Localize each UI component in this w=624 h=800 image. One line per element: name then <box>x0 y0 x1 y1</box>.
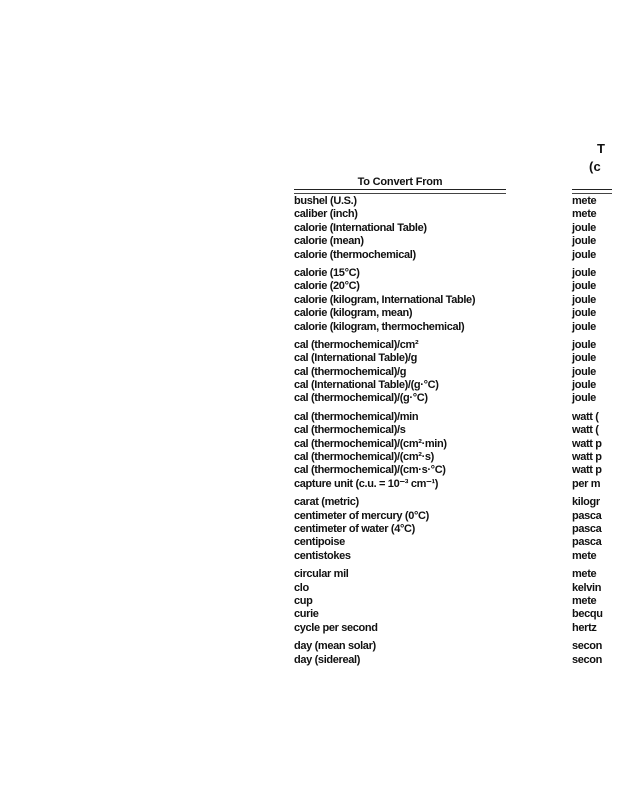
convert-to-cell: watt ( <box>572 410 599 423</box>
convert-to-cell: mete <box>572 208 597 221</box>
convert-to-cell: becqu <box>572 608 603 621</box>
table-row <box>294 339 624 352</box>
convert-to-cell: mete <box>572 568 597 581</box>
convert-to-cell: joule <box>572 293 596 306</box>
convert-to-cell: joule <box>572 338 596 351</box>
convert-to-cell: watt p <box>572 464 602 477</box>
conversion-table <box>294 195 624 672</box>
convert-from-cell: centimeter of water (4°C) <box>294 522 415 535</box>
convert-to-cell: secon <box>572 653 603 666</box>
table-row <box>294 510 624 523</box>
convert-from-cell: calorie (kilogram, mean) <box>294 307 413 320</box>
table-row <box>294 352 624 365</box>
convert-from-cell: cup <box>294 594 313 607</box>
convert-from-cell: circular mil <box>294 568 349 581</box>
convert-to-cell: joule <box>572 266 596 279</box>
table-row <box>294 464 624 477</box>
convert-from-cell: day (mean solar) <box>294 640 376 653</box>
convert-to-cell: joule <box>572 248 596 261</box>
table-row <box>294 496 624 509</box>
table-row <box>294 640 624 653</box>
convert-to-cell: pasca <box>572 536 602 549</box>
convert-to-cell: kilogr <box>572 496 600 509</box>
convert-from-cell: calorie (International Table) <box>294 221 427 234</box>
convert-from-cell: capture unit (c.u. = 10⁻³ cm⁻¹) <box>294 477 439 490</box>
convert-from-cell: calorie (kilogram, thermochemical) <box>294 320 465 333</box>
header-underline <box>294 193 506 194</box>
table-row <box>294 235 624 248</box>
convert-from-cell: centimeter of mercury (0°C) <box>294 509 429 522</box>
table-row <box>294 249 624 262</box>
table-row <box>294 424 624 437</box>
table-row <box>294 654 624 667</box>
row-group <box>294 195 624 262</box>
table-row <box>294 622 624 635</box>
convert-from-cell: clo <box>294 581 309 594</box>
convert-to-cell: joule <box>572 379 596 392</box>
convert-to-cell: per m <box>572 477 601 490</box>
convert-from-cell: carat (metric) <box>294 496 359 509</box>
convert-from-cell: calorie (15°C) <box>294 266 360 279</box>
convert-from-cell: caliber (inch) <box>294 208 358 221</box>
row-group <box>294 496 624 563</box>
row-group <box>294 640 624 667</box>
table-row <box>294 321 624 334</box>
convert-to-cell: hertz <box>572 621 597 634</box>
convert-from-cell: day (sidereal) <box>294 653 361 666</box>
header-underline-right <box>572 193 612 194</box>
convert-to-cell: joule <box>572 352 596 365</box>
convert-from-cell: cal (thermochemical)/min <box>294 410 419 423</box>
convert-to-cell: watt ( <box>572 424 599 437</box>
table-row <box>294 208 624 221</box>
convert-from-cell: calorie (thermochemical) <box>294 248 416 261</box>
convert-from-cell: cal (thermochemical)/(cm²·s) <box>294 451 434 464</box>
convert-from-cell: cal (thermochemical)/(cm·s·°C) <box>294 464 446 477</box>
convert-to-cell: kelvin <box>572 581 602 594</box>
convert-from-cell: cal (International Table)/g <box>294 352 417 365</box>
table-row <box>294 267 624 280</box>
table-row <box>294 379 624 392</box>
convert-from-cell: bushel (U.S.) <box>294 195 357 207</box>
table-row <box>294 294 624 307</box>
table-row <box>294 568 624 581</box>
convert-to-cell: watt p <box>572 437 602 450</box>
convert-from-cell: cal (thermochemical)/(g·°C) <box>294 392 428 405</box>
convert-to-cell: joule <box>572 235 596 248</box>
convert-to-cell: pasca <box>572 522 602 535</box>
convert-from-cell: curie <box>294 608 319 621</box>
table-row <box>294 392 624 405</box>
convert-from-cell: calorie (20°C) <box>294 280 360 293</box>
table-row <box>294 451 624 464</box>
convert-to-cell: watt p <box>572 451 602 464</box>
convert-from-cell: centistokes <box>294 549 351 562</box>
convert-from-cell: cal (thermochemical)/cm² <box>294 338 419 351</box>
convert-to-cell: secon <box>572 640 603 653</box>
convert-to-cell: joule <box>572 320 596 333</box>
column-header-to-convert-from: To Convert From <box>357 176 443 188</box>
row-group <box>294 339 624 406</box>
table-row <box>294 550 624 563</box>
convert-to-cell: mete <box>572 195 597 207</box>
convert-to-cell: joule <box>572 221 596 234</box>
convert-to-cell: joule <box>572 280 596 293</box>
convert-to-cell: joule <box>572 392 596 405</box>
row-group <box>294 568 624 635</box>
table-row <box>294 195 624 208</box>
table-subtitle-fragment: (c <box>589 159 601 174</box>
row-group <box>294 411 624 491</box>
table-row <box>294 366 624 379</box>
header-rule <box>294 189 506 190</box>
table-row <box>294 411 624 424</box>
convert-from-cell: centipoise <box>294 536 345 549</box>
table-row <box>294 222 624 235</box>
table-row <box>294 536 624 549</box>
table-title-fragment: T <box>597 141 606 156</box>
convert-from-cell: cal (International Table)/(g·°C) <box>294 379 439 392</box>
header-rule-right <box>572 189 612 190</box>
convert-from-cell: cal (thermochemical)/(cm²·min) <box>294 437 447 450</box>
convert-from-cell: calorie (kilogram, International Table) <box>294 293 476 306</box>
table-row <box>294 307 624 320</box>
table-row <box>294 280 624 293</box>
convert-to-cell: pasca <box>572 509 602 522</box>
table-row <box>294 608 624 621</box>
convert-from-cell: calorie (mean) <box>294 235 364 248</box>
convert-to-cell: joule <box>572 365 596 378</box>
convert-from-cell: cal (thermochemical)/s <box>294 424 406 437</box>
table-row <box>294 478 624 491</box>
table-row <box>294 438 624 451</box>
table-row <box>294 595 624 608</box>
convert-to-cell: mete <box>572 594 597 607</box>
convert-to-cell: mete <box>572 549 597 562</box>
table-row <box>294 523 624 536</box>
table-row <box>294 582 624 595</box>
convert-from-cell: cal (thermochemical)/g <box>294 365 407 378</box>
convert-to-cell: joule <box>572 307 596 320</box>
row-group <box>294 267 624 334</box>
convert-from-cell: cycle per second <box>294 621 378 634</box>
